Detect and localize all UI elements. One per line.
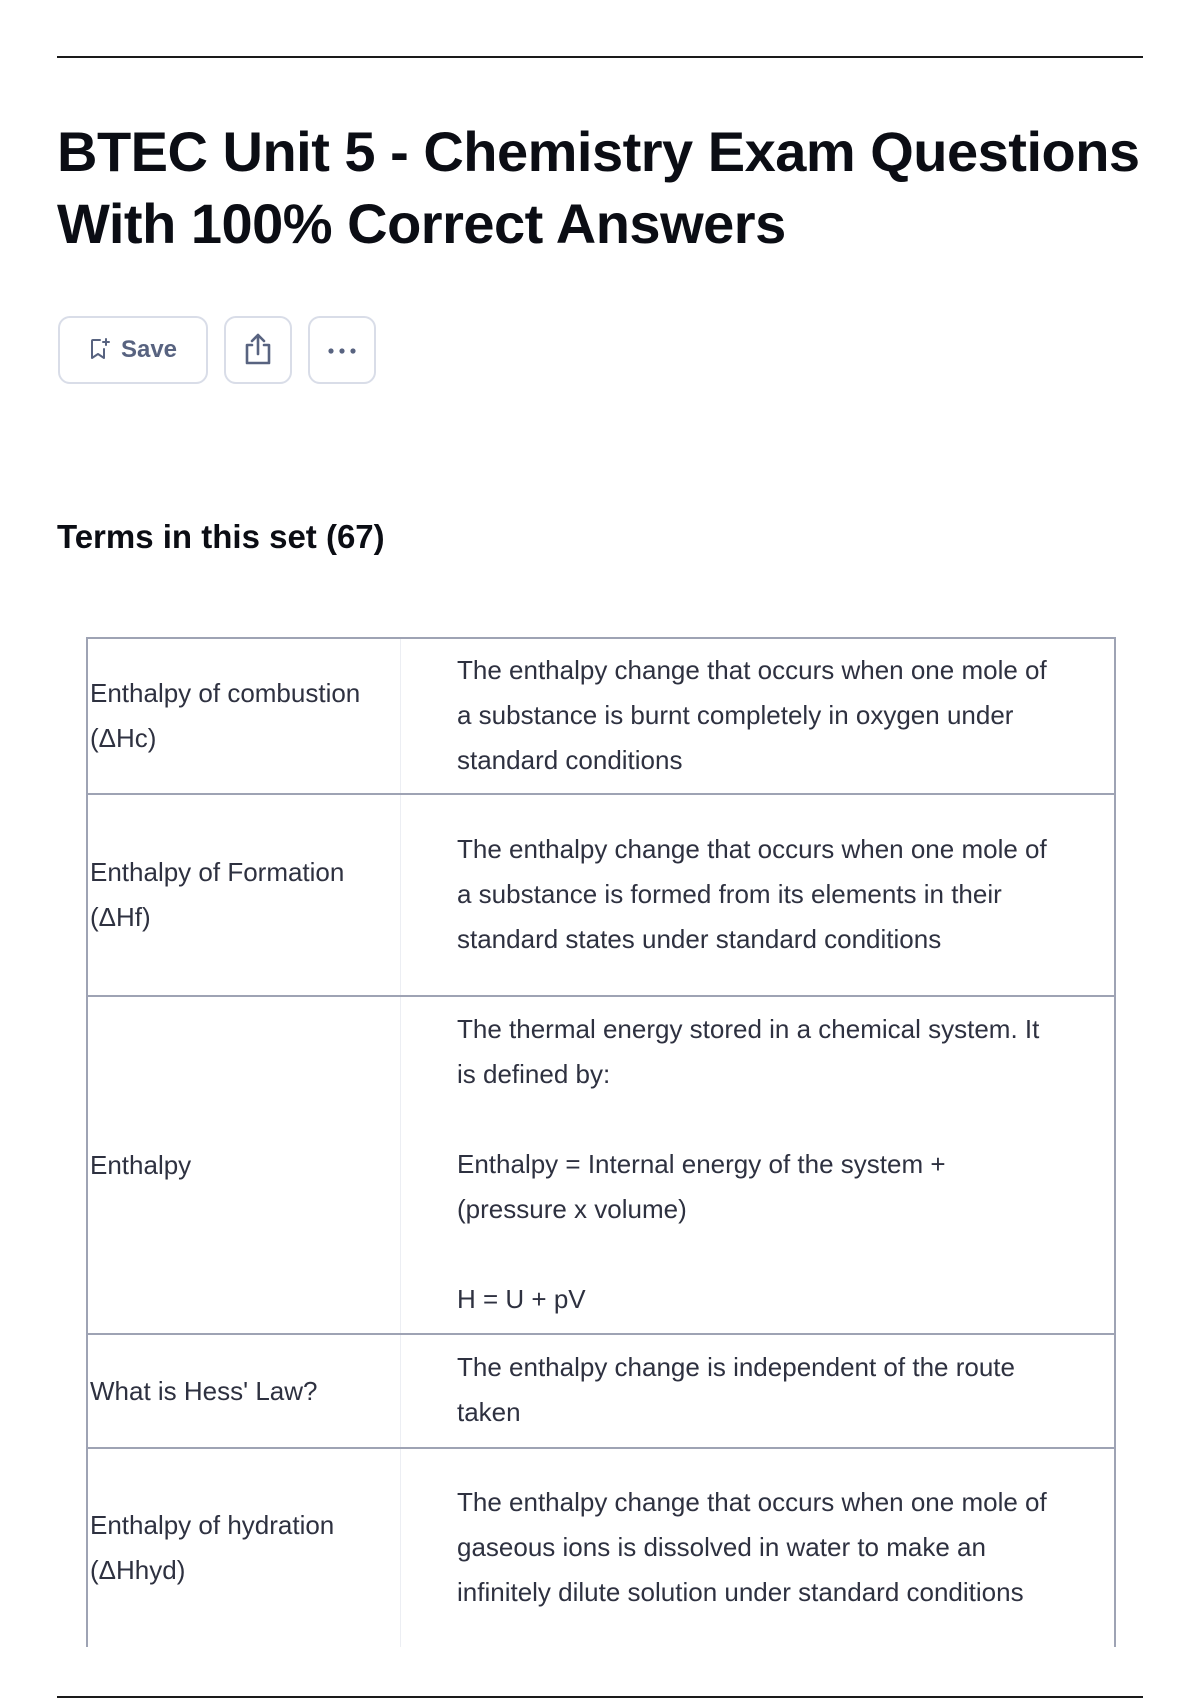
term-row <box>87 638 1115 794</box>
definition-text: The enthalpy change that occurs when one mole of a substance is burnt completely in oxygen under standard conditions <box>457 654 1047 775</box>
term-row <box>87 794 1115 996</box>
top-divider <box>57 56 1143 58</box>
term-row <box>87 996 1115 1334</box>
term-text: Enthalpy of Formation (ΔHf) <box>87 794 401 996</box>
share-button[interactable] <box>224 316 292 384</box>
more-horizontal-icon <box>326 343 358 358</box>
term-text: Enthalpy of hydration (ΔHhyd) <box>87 1448 401 1647</box>
terms-heading: Terms in this set (67) <box>57 518 385 555</box>
term-text: What is Hess' Law? <box>87 1334 401 1448</box>
bookmark-add-icon <box>89 337 111 364</box>
definition-text: The enthalpy change that occurs when one mole of a substance is formed from its elements in their standard states under standard conditions <box>457 833 1047 954</box>
term-text: Enthalpy <box>87 996 401 1334</box>
save-button-label: Save <box>120 336 178 363</box>
terms-table <box>86 637 1116 1647</box>
term-text: Enthalpy of combustion (ΔHc) <box>87 638 401 794</box>
more-options-button[interactable] <box>308 316 376 384</box>
share-icon <box>242 332 274 369</box>
definition-text: The enthalpy change is independent of the route taken <box>457 1352 1015 1427</box>
bottom-divider <box>57 1696 1143 1698</box>
definition-text: The thermal energy stored in a chemical system. It is defined by: Enthalpy = Internal energy of the system + (pressure x volume) H = U + pV <box>457 1013 1040 1314</box>
definition-text: The enthalpy change that occurs when one mole of gaseous ions is dissolved in water to make an infinitely dilute solution under standard conditions <box>457 1486 1047 1607</box>
term-row <box>87 1334 1115 1448</box>
term-row <box>87 1448 1115 1647</box>
save-button[interactable] <box>58 316 208 384</box>
page-title: BTEC Unit 5 - Chemistry Exam Questions With 100% Correct Answers <box>57 120 1140 255</box>
action-bar <box>58 316 376 384</box>
